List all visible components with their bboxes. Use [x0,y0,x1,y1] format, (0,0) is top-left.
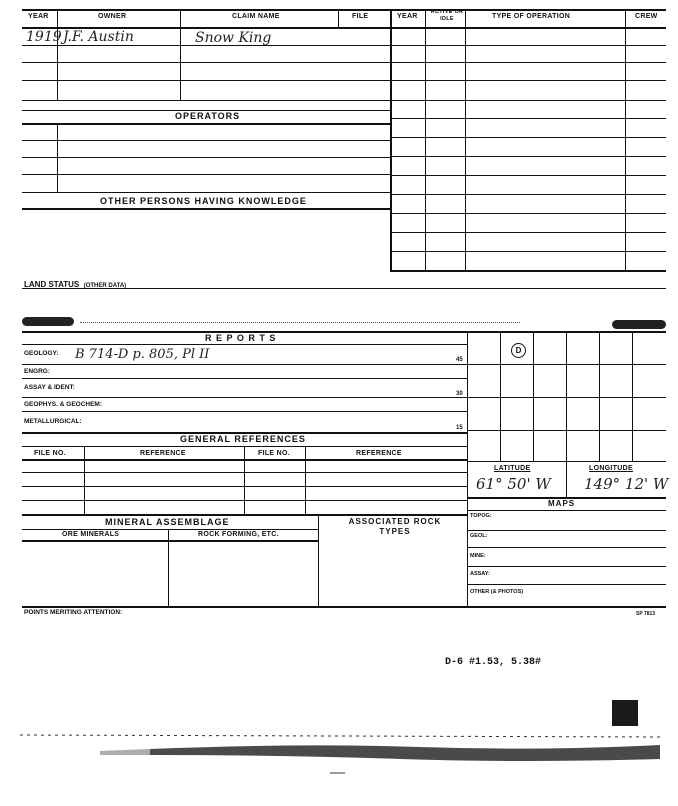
section-mineral-assemblage: MINERAL ASSEMBLAGE [105,517,230,527]
maps-geol-label: GEOL: [470,533,488,539]
header-claim-name: CLAIM NAME [232,13,280,20]
maps-mine-label: MINE: [470,553,486,559]
header-type-of-operation: TYPE OF OPERATION [492,13,571,20]
section-operators: OPERATORS [175,111,241,121]
geophys-label: GEOPHYS. & GEOCHEM: [24,401,103,408]
longitude-label: LONGITUDE [589,465,633,472]
longitude-value: 149° 12' W [584,475,669,493]
row-claim-name: Snow King [195,30,272,46]
section-associated-rock-types: ASSOCIATED ROCK TYPES [348,517,442,536]
scan-dots [80,322,520,323]
header-year-right: YEAR [397,13,418,20]
maps-topog-label: TOPOG: [470,513,492,519]
header-ore-minerals: ORE MINERALS [62,531,120,538]
scan-smudge-right [612,320,666,329]
ref-header-file-no-2: FILE NO. [258,450,290,457]
section-maps: MAPS [548,499,576,508]
engrg-label: ENGRG: [24,368,50,375]
land-status-heading: LAND STATUS (OTHER DATA) [24,280,127,289]
section-general-references: GENERAL REFERENCES [180,434,306,444]
points-meriting-attention: POINTS MERITING ATTENTION: [24,609,123,616]
count-30: 30 [456,391,463,397]
metallurgical-label: METALLURGICAL: [24,418,82,425]
ref-header-reference-2: REFERENCE [356,450,402,457]
section-reports: R E P O R T S [205,333,277,343]
scan-noise-band [0,715,678,775]
section-other-persons: OTHER PERSONS HAVING KNOWLEDGE [100,196,307,206]
geology-value: B 714-D p. 805, Pl II [75,347,210,362]
count-45: 45 [456,357,463,363]
geology-label: GEOLOGY: [24,350,59,357]
ref-header-reference: REFERENCE [140,450,186,457]
scan-smudge-left [22,317,74,326]
header-rock-forming: ROCK FORMING, ETC. [198,531,279,538]
row-year: 1919 [26,29,62,45]
ref-header-file-no: FILE NO. [34,450,66,457]
header-active-or-idle: ACTIVE OR IDLE [430,9,464,22]
header-crew: CREW [635,13,658,20]
latitude-label: LATITUDE [494,465,531,472]
header-year: YEAR [28,13,49,20]
typed-note: D-6 #1.53, 5.38# [445,657,542,668]
grid-marker: D [511,343,526,358]
row-owner: J.F. Austin [63,29,134,45]
count-15: 15 [456,425,463,431]
maps-other-label: OTHER (& PHOTOS) [470,589,524,595]
form-code: SP 7813 [636,611,656,617]
latitude-value: 61° 50' W [476,475,551,493]
header-file: FILE [352,13,369,20]
assay-ident-label: ASSAY & IDENT: [24,384,75,391]
maps-assay-label: ASSAY: [470,571,490,577]
header-owner: OWNER [98,13,127,20]
